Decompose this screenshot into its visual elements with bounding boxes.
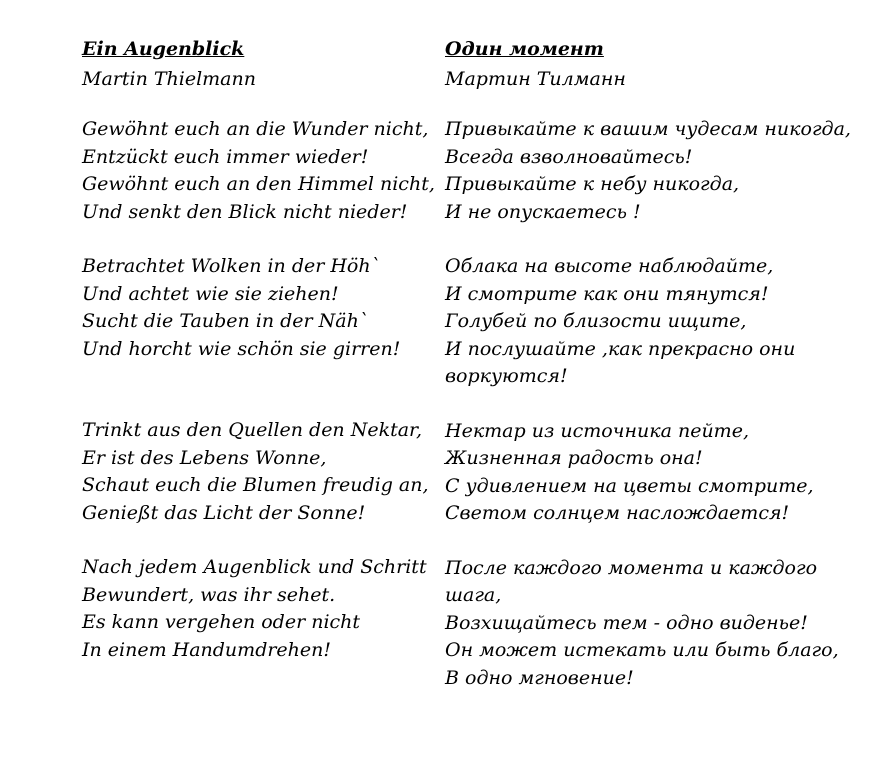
poem-line: Entzückt euch immer wieder! <box>82 145 369 168</box>
poem-line: Schaut euch die Blumen freudig an, <box>82 474 429 496</box>
poem-line: Genießt das Licht der Sonne! <box>82 501 366 524</box>
poem-line: Gewöhnt euch an den Himmel nicht, <box>82 173 435 195</box>
poem-line: шага, <box>445 584 502 606</box>
poem-line: Es kann vergehen oder nicht <box>82 611 361 633</box>
poem-line: Светом солнцем наслождается! <box>445 502 790 524</box>
poem-line: Und achtet wie sie ziehen! <box>82 282 339 305</box>
poem-line: Привыкайте к небу никогда, <box>445 173 740 195</box>
poem-line: Он может истекать или быть благо, <box>445 639 839 661</box>
poem-line: Голубей по близости ищите, <box>445 310 747 332</box>
poem-line: И смотрите как они тянутся! <box>445 282 769 305</box>
german-poem-title: Ein Augenblick <box>82 38 245 60</box>
poem-line: Sucht die Tauben in der Näh` <box>82 310 369 332</box>
poem-line: Trinkt aus den Quellen den Nektar, <box>82 419 423 441</box>
russian-stanza-3 <box>445 418 865 528</box>
german-poem-column <box>82 34 435 664</box>
poem-line: И послушайте ,как прекрасно они <box>445 337 796 360</box>
poem-line: После каждого момента и каждого <box>445 556 818 579</box>
poem-line: С удивлением на цветы смотрите, <box>445 474 814 497</box>
poem-line: Нектар из источника пейте, <box>445 419 749 442</box>
poem-line: Und senkt den Blick nicht nieder! <box>82 200 408 223</box>
poem-line: Gewöhnt euch an die Wunder nicht, <box>82 118 429 140</box>
poem-line: Всегда взволновайтесь! <box>445 145 693 168</box>
poem-line: Облака на высоте наблюдайте, <box>445 255 774 277</box>
russian-stanza-4 <box>445 555 865 693</box>
poem-line: И не опускаетесь ! <box>445 200 641 223</box>
poem-line: Привыкайте к вашим чудесам никогда, <box>445 118 851 140</box>
russian-poem-author: Мартин Тилманн <box>445 68 626 90</box>
russian-stanza-1 <box>445 116 865 226</box>
poem-line: Betrachtet Wolken in der Höh` <box>82 255 381 277</box>
poem-line: In einem Handumdrehen! <box>82 638 332 661</box>
poem-line: Nach jedem Augenblick und Schritt <box>82 556 427 578</box>
poem-line: В одно мгновение! <box>445 666 634 689</box>
poem-line: Возхищайтесь тем - одно виденье! <box>445 611 808 634</box>
german-poem-author: Martin Thielmann <box>82 68 256 90</box>
german-stanza-3 <box>82 417 429 527</box>
poem-line: Und horcht wie schön sie girren! <box>82 337 401 360</box>
poem-line: Er ist des Lebens Wonne, <box>82 446 327 469</box>
russian-stanza-2 <box>445 253 865 391</box>
russian-poem-title: Один момент <box>445 38 604 60</box>
german-stanza-2 <box>82 253 422 363</box>
poem-line: Жизненная радость она! <box>445 447 703 469</box>
russian-poem-column <box>445 34 865 692</box>
poem-line: Bewundert, was ihr sehet. <box>82 583 336 606</box>
german-stanza-4 <box>82 554 427 664</box>
poem-line: воркуются! <box>445 365 568 387</box>
german-stanza-1 <box>82 116 435 226</box>
